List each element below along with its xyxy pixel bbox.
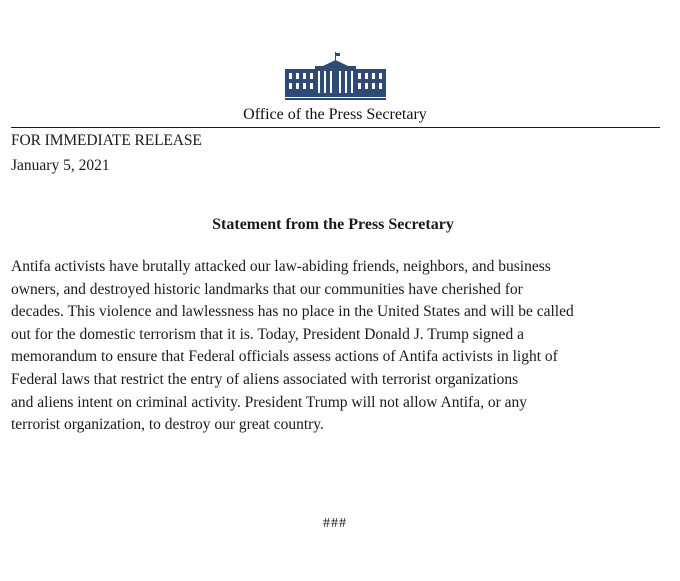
release-date: January 5, 2021 [11, 157, 110, 174]
statement-line: terrorist organization, to destroy our great country. [11, 416, 324, 434]
statement-line: decades. This violence and lawlessness has no place in the United States and will be called [11, 303, 574, 321]
statement-line: owners, and destroyed historic landmarks that our communities have cherished for [11, 280, 523, 298]
statement-line: memorandum to ensure that Federal officials assess actions of Antifa activists in light of [11, 348, 558, 366]
header-divider [11, 127, 660, 128]
statement-line: Federal laws that restrict the entry of aliens associated with terrorist organizations [11, 370, 519, 388]
end-mark: ### [323, 516, 347, 531]
statement-line: and aliens intent on criminal activity. President Trump will not allow Antifa, or any [11, 393, 528, 411]
office-title: Office of the Press Secretary [243, 106, 427, 123]
statement-line: Antifa activists have brutally attacked our law-abiding friends, neighbors, and business [11, 258, 551, 275]
statement-line: out for the domestic terrorism that it is. Today, President Donald J. Trump signed a [11, 325, 524, 343]
white-house-icon [285, 52, 386, 100]
statement-title: Statement from the Press Secretary [212, 216, 454, 233]
statement-body [11, 256, 671, 437]
release-label: FOR IMMEDIATE RELEASE [11, 132, 202, 149]
